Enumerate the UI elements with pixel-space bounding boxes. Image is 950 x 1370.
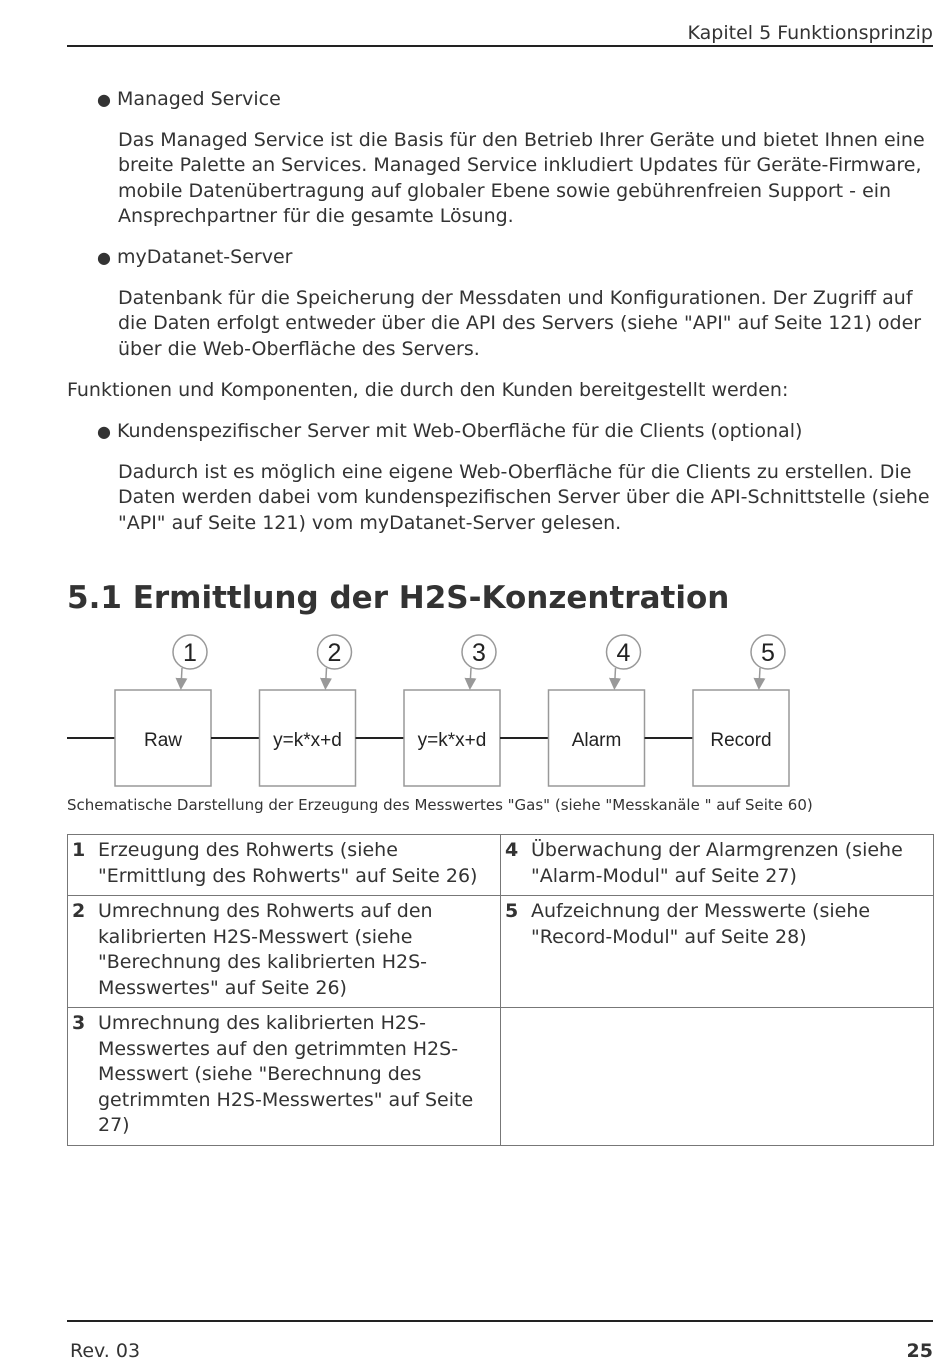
bullet-item-custom-server bbox=[97, 420, 802, 442]
process-box-label: y=k*x+d bbox=[273, 730, 342, 751]
legend-number: 3 bbox=[72, 1012, 86, 1034]
legend-number: 4 bbox=[505, 839, 519, 861]
chapter-header: Kapitel 5 Funktionsprinzip bbox=[687, 22, 933, 44]
process-box-label: Raw bbox=[143, 730, 183, 751]
processing-flow-diagram bbox=[0, 628, 950, 793]
step-number-label: 4 bbox=[616, 639, 631, 667]
revision-label: Rev. 03 bbox=[70, 1340, 141, 1362]
legend-cell-empty bbox=[501, 1008, 934, 1146]
footer-rule bbox=[67, 1320, 933, 1322]
step-number-label: 5 bbox=[761, 639, 775, 667]
page-number: 25 bbox=[906, 1340, 933, 1362]
step-pointer-arrow bbox=[181, 668, 182, 687]
legend-number: 2 bbox=[72, 900, 86, 922]
bullet-description: Datenbank für die Speicherung der Messdaten und Konfigurationen. Der Zugriff auf die Daten erfolgt entweder über die API des Servers (siehe "API" auf Seite 121) oder über die Web-Oberfläche des Servers. bbox=[118, 287, 922, 360]
bullet-item-managed-service bbox=[97, 88, 281, 110]
step-pointer-arrow bbox=[326, 668, 327, 687]
step-number-label: 3 bbox=[472, 639, 486, 667]
table-row bbox=[68, 1008, 934, 1146]
bullet-item-mydatanet-server bbox=[97, 246, 292, 268]
legend-cell bbox=[68, 1008, 501, 1146]
legend-number: 5 bbox=[505, 900, 519, 922]
bullet-icon: ● bbox=[97, 422, 111, 441]
bullet-title: Kundenspezifischer Server mit Web-Oberfläche für die Clients (optional) bbox=[117, 420, 803, 442]
legend-text: Erzeugung des Rohwerts (siehe "Ermittlung des Rohwerts" auf Seite 26) bbox=[98, 839, 478, 887]
bullet-description: Dadurch ist es möglich eine eigene Web-Oberfläche für die Clients zu erstellen. Die Daten werden dabei vom kundenspezifischen Server über die API-Schnittstelle (siehe "API" auf Seite 121) vom myDatanet-Server gelesen. bbox=[118, 461, 930, 534]
table-row bbox=[68, 896, 934, 1008]
legend-number: 1 bbox=[72, 839, 86, 861]
step-pointer-arrow bbox=[470, 668, 471, 687]
bullet-icon: ● bbox=[97, 90, 111, 109]
legend-table bbox=[67, 834, 934, 1146]
diagram-caption: Schematische Darstellung der Erzeugung des Messwertes "Gas" (siehe "Messkanäle " auf Seite 60) bbox=[67, 796, 813, 814]
bullet-description: Das Managed Service ist die Basis für den Betrieb Ihrer Geräte und bietet Ihnen eine breite Palette an Services. Managed Service inkludiert Updates für Geräte-Firmware, mobile Datenübertragung auf globaler Ebene sowie gebührenfreien Support - ein Ansprechpartner für die gesamte Lösung. bbox=[118, 129, 925, 227]
header-rule bbox=[67, 45, 933, 47]
table-row bbox=[68, 835, 934, 896]
legend-text: Umrechnung des kalibrierten H2S-Messwertes auf den getrimmten H2S-Messwert (siehe "Berechnung des getrimmten H2S-Messwertes" auf Seite 27) bbox=[98, 1012, 474, 1136]
step-number-label: 2 bbox=[327, 639, 342, 667]
bullet-icon: ● bbox=[97, 248, 111, 267]
legend-text: Überwachung der Alarmgrenzen (siehe "Alarm-Modul" auf Seite 27) bbox=[531, 839, 903, 887]
legend-cell bbox=[68, 896, 501, 1008]
legend-cell bbox=[501, 896, 934, 1008]
legend-cell bbox=[501, 835, 934, 896]
process-box-label: Record bbox=[710, 730, 772, 751]
bullet-title: myDatanet-Server bbox=[117, 246, 293, 268]
legend-text: Aufzeichnung der Messwerte (siehe "Record-Modul" auf Seite 28) bbox=[531, 900, 871, 948]
step-number-label: 1 bbox=[183, 639, 197, 667]
legend-text: Umrechnung des Rohwerts auf den kalibrierten H2S-Messwert (siehe "Berechnung des kalibrierten H2S-Messwertes" auf Seite 26) bbox=[98, 900, 433, 999]
legend-cell bbox=[68, 835, 501, 896]
step-pointer-arrow bbox=[615, 668, 616, 687]
customer-intro: Funktionen und Komponenten, die durch den Kunden bereitgestellt werden: bbox=[67, 379, 789, 401]
process-box-label: Alarm bbox=[571, 730, 622, 751]
section-title: 5.1 Ermittlung der H2S-Konzentration bbox=[67, 580, 730, 616]
bullet-title: Managed Service bbox=[117, 88, 281, 110]
step-pointer-arrow bbox=[759, 668, 760, 687]
process-box-label: y=k*x+d bbox=[417, 730, 487, 751]
